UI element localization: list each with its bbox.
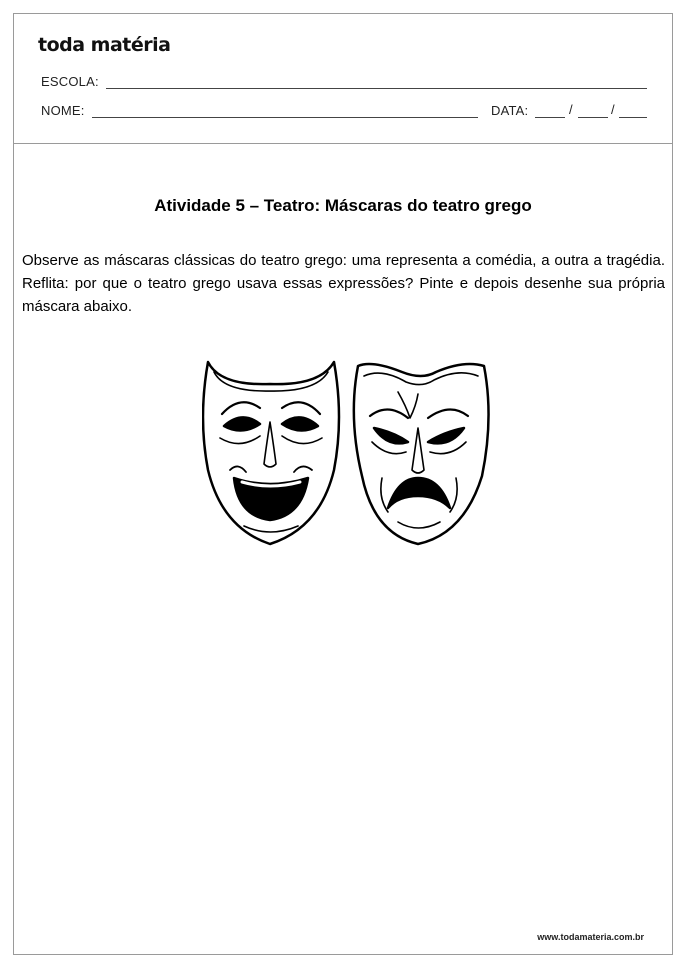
activity-instructions: Observe as máscaras clássicas do teatro grego: uma representa a comédia, a outra a tragédia. Reflita: por que o teatro grego usava essas expressões? Pinte e depois desenhe sua própria máscara abaixo. bbox=[22, 252, 665, 315]
tragedy-mask-icon bbox=[354, 364, 489, 544]
date-month-field[interactable] bbox=[578, 117, 608, 118]
name-label: NOME: bbox=[41, 103, 85, 118]
name-field[interactable] bbox=[92, 117, 478, 118]
worksheet bbox=[13, 13, 673, 955]
date-separator: / bbox=[569, 102, 573, 117]
date-separator: / bbox=[611, 102, 615, 117]
school-label: ESCOLA: bbox=[41, 74, 99, 89]
brand-logo: toda matéria bbox=[38, 34, 171, 56]
date-year-field[interactable] bbox=[619, 117, 647, 118]
comedy-mask-icon bbox=[203, 362, 339, 544]
date-label: DATA: bbox=[491, 103, 529, 118]
theater-masks-illustration bbox=[202, 358, 492, 548]
school-field[interactable] bbox=[106, 88, 647, 89]
footer-url[interactable]: www.todamateria.com.br bbox=[537, 932, 644, 942]
worksheet-header bbox=[14, 14, 672, 144]
date-day-field[interactable] bbox=[535, 117, 565, 118]
activity-title: Atividade 5 – Teatro: Máscaras do teatro grego bbox=[154, 196, 532, 215]
